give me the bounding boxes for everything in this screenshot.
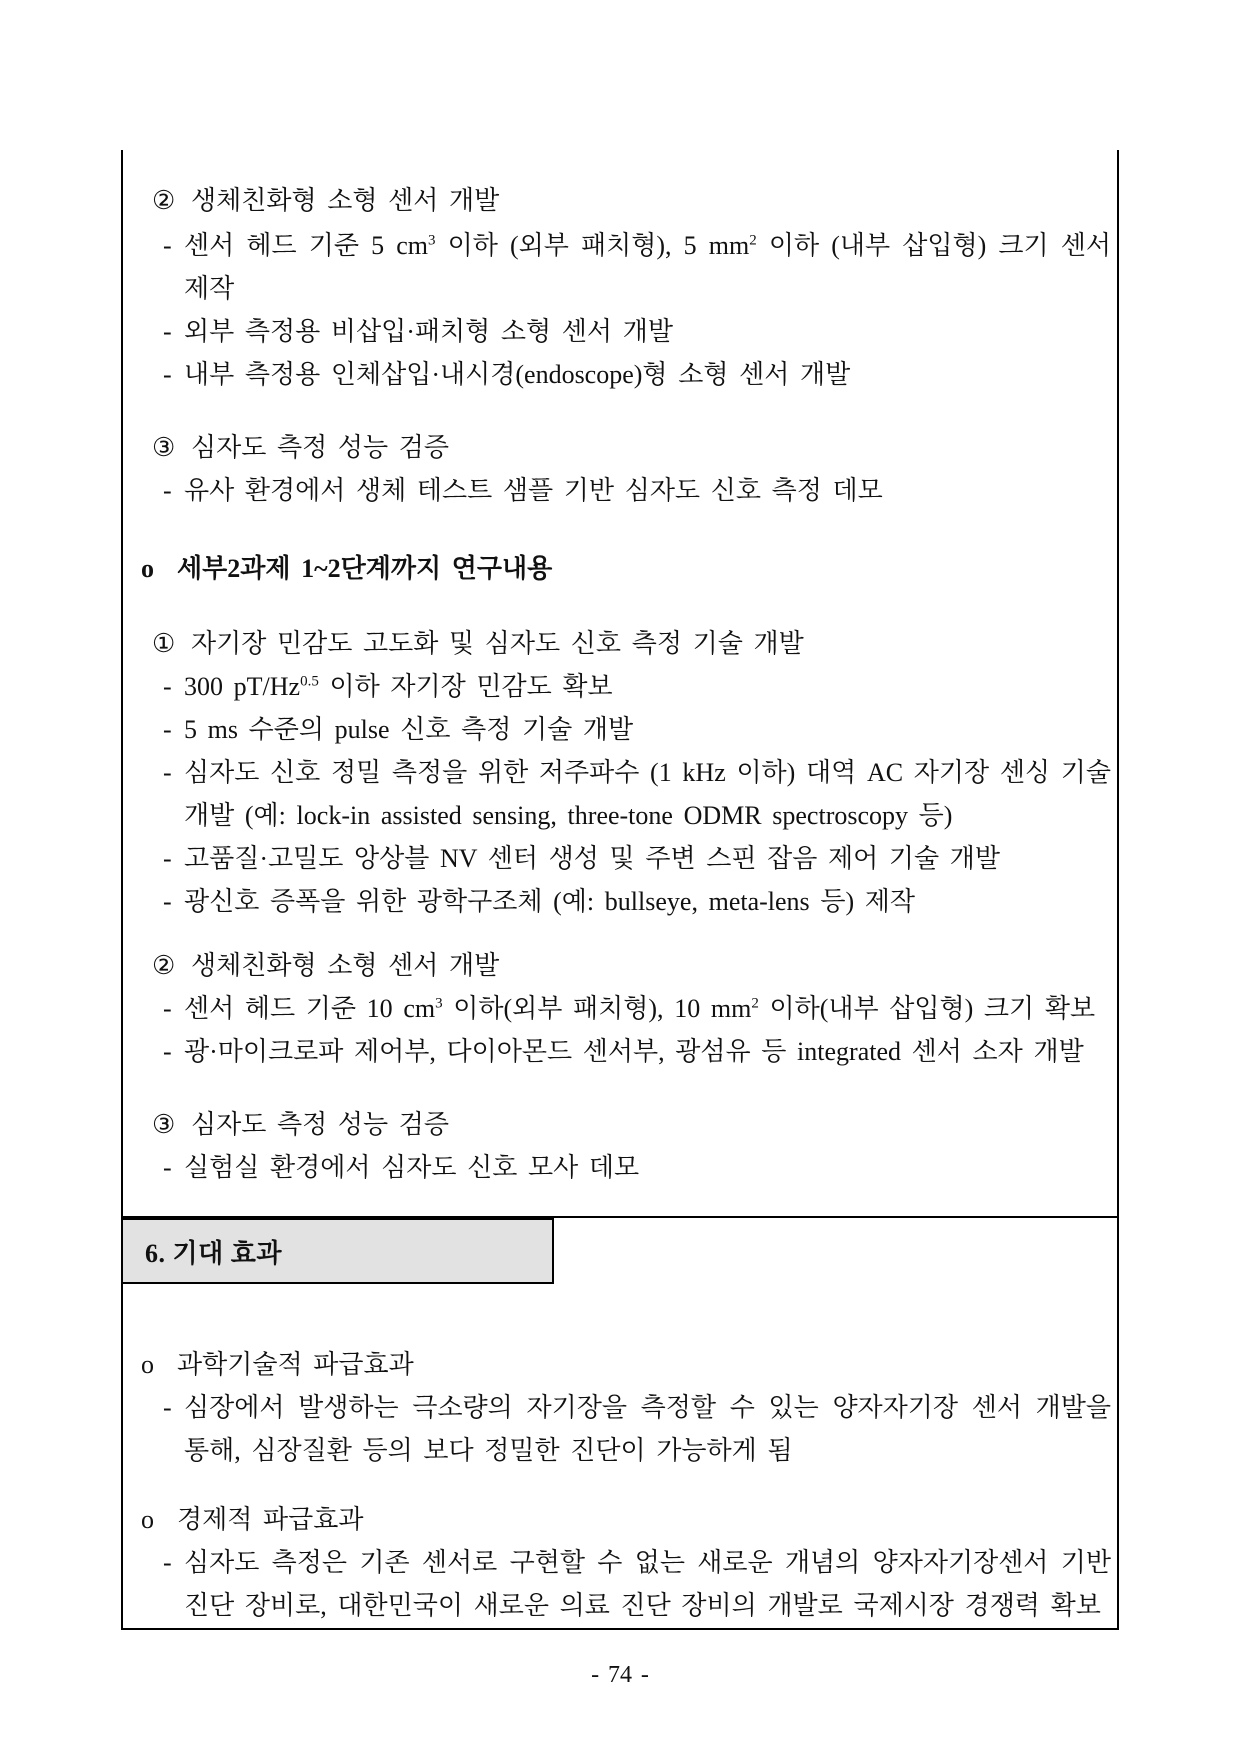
superscript: 2 [749,232,757,249]
subsection-heading [121,547,1119,590]
dash-marker: - [163,1037,172,1066]
item-text: 내부 측정용 인체삽입·내시경(endoscope)형 소형 센서 개발 [184,360,851,389]
circled-number-marker: ① [152,629,176,658]
dash-marker: - [163,1548,172,1577]
item-text: 심자도 측정은 기존 센서로 구현할 수 없는 새로운 개념의 양자자기장센서 기반 진단 장비로, 대한민국이 새로운 의료 진단 장비의 개발로 국제시장 경쟁력 확보 [184,1548,1111,1620]
dash-marker: - [163,844,172,873]
circled-number-marker: ② [152,951,176,980]
item-text: 이하 자기장 민감도 확보 [318,672,613,701]
superscript: 2 [751,995,759,1012]
dash-marker: - [163,758,172,787]
dash-item [121,751,1119,837]
superscript: 3 [427,232,436,249]
heading-text: 경제적 파급효과 [177,1505,364,1534]
dash-item [121,1030,1119,1073]
item-text: 생체친화형 소형 센서 개발 [191,951,500,980]
item-text: 300 pT/Hz [184,672,301,701]
item-text: 심자도 측정 성능 검증 [191,1110,450,1139]
circled-number-marker: ② [152,186,176,215]
dash-marker: - [163,360,172,389]
page-number: - 74 - [591,1662,649,1688]
item-text: 이하(외부 패치형), 10 mm [442,994,752,1023]
dash-marker: - [163,994,172,1023]
numbered-item [121,622,1119,665]
item-text: 광·마이크로파 제어부, 다이아몬드 센서부, 광섬유 등 integrated 센서 소자 개발 [184,1037,1084,1066]
section-6-header-box [121,1218,554,1284]
item-text: 유사 환경에서 생체 테스트 샘플 기반 심자도 신호 측정 데모 [184,476,883,505]
item-text: 고품질·고밀도 앙상블 NV 센터 생성 및 주변 스핀 잡음 제어 기술 개발 [184,844,1001,873]
item-text: 이하 (내부 삽입형) 크기 센서 제작 [184,231,1111,303]
dash-marker: - [163,715,172,744]
heading-text: 세부2과제 1~2단계까지 연구내용 [177,554,553,583]
numbered-item [121,1103,1119,1146]
dash-item [121,987,1119,1030]
dash-marker: - [163,672,172,701]
circled-number-marker: ③ [152,433,176,462]
item-text: 센서 헤드 기준 10 cm [184,994,436,1023]
o-marker: o [141,1505,154,1534]
dash-item [121,1386,1119,1472]
superscript: 3 [435,995,443,1012]
dash-item [121,469,1119,512]
item-text: 심자도 측정 성능 검증 [191,433,450,462]
dash-item [121,1146,1119,1189]
subsection-heading [121,1498,1119,1541]
heading-text: 과학기술적 파급효과 [177,1350,414,1379]
dash-item [121,353,1119,396]
item-text: 자기장 민감도 고도화 및 심자도 신호 측정 기술 개발 [191,629,804,658]
subsection-heading [121,1343,1119,1386]
dash-marker: - [163,476,172,505]
item-text: 이하 (외부 패치형), 5 mm [435,231,750,260]
o-marker: o [141,554,154,583]
item-text: 센서 헤드 기준 5 cm [184,231,428,260]
item-text: 5 ms 수준의 pulse 신호 측정 기술 개발 [184,715,634,744]
dash-item [121,224,1119,310]
dash-marker: - [163,1153,172,1182]
dash-marker: - [163,887,172,916]
section-6-header-label: 6. 기대 효과 [145,1238,282,1268]
dash-item [121,665,1119,708]
item-text: 생체친화형 소형 센서 개발 [191,186,500,215]
item-text: 이하(내부 삽입형) 크기 확보 [758,994,1096,1023]
item-text: 광신호 증폭을 위한 광학구조체 (예: bullseye, meta-lens 등) 제작 [184,887,916,916]
dash-marker: - [163,231,172,260]
numbered-item [121,944,1119,987]
dash-item [121,880,1119,923]
item-text: 실험실 환경에서 심자도 신호 모사 데모 [184,1153,640,1182]
o-marker: o [141,1350,154,1379]
dash-item [121,1541,1119,1627]
item-text: 외부 측정용 비삽입·패치형 소형 센서 개발 [184,317,673,346]
dash-item [121,708,1119,751]
dash-marker: - [163,317,172,346]
dash-item [121,837,1119,880]
item-text: 심장에서 발생하는 극소량의 자기장을 측정할 수 있는 양자자기장 센서 개발을 통해, 심장질환 등의 보다 정밀한 진단이 가능하게 됨 [184,1393,1111,1465]
circled-number-marker: ③ [152,1110,176,1139]
numbered-item [121,426,1119,469]
superscript: 0.5 [300,673,319,690]
dash-marker: - [163,1393,172,1422]
dash-item [121,310,1119,353]
item-text: 심자도 신호 정밀 측정을 위한 저주파수 (1 kHz 이하) 대역 AC 자기장 센싱 기술 개발 (예: lock-in assisted sensing, three-tone ODMR spectroscopy 등) [184,758,1111,830]
numbered-item [121,179,1119,222]
